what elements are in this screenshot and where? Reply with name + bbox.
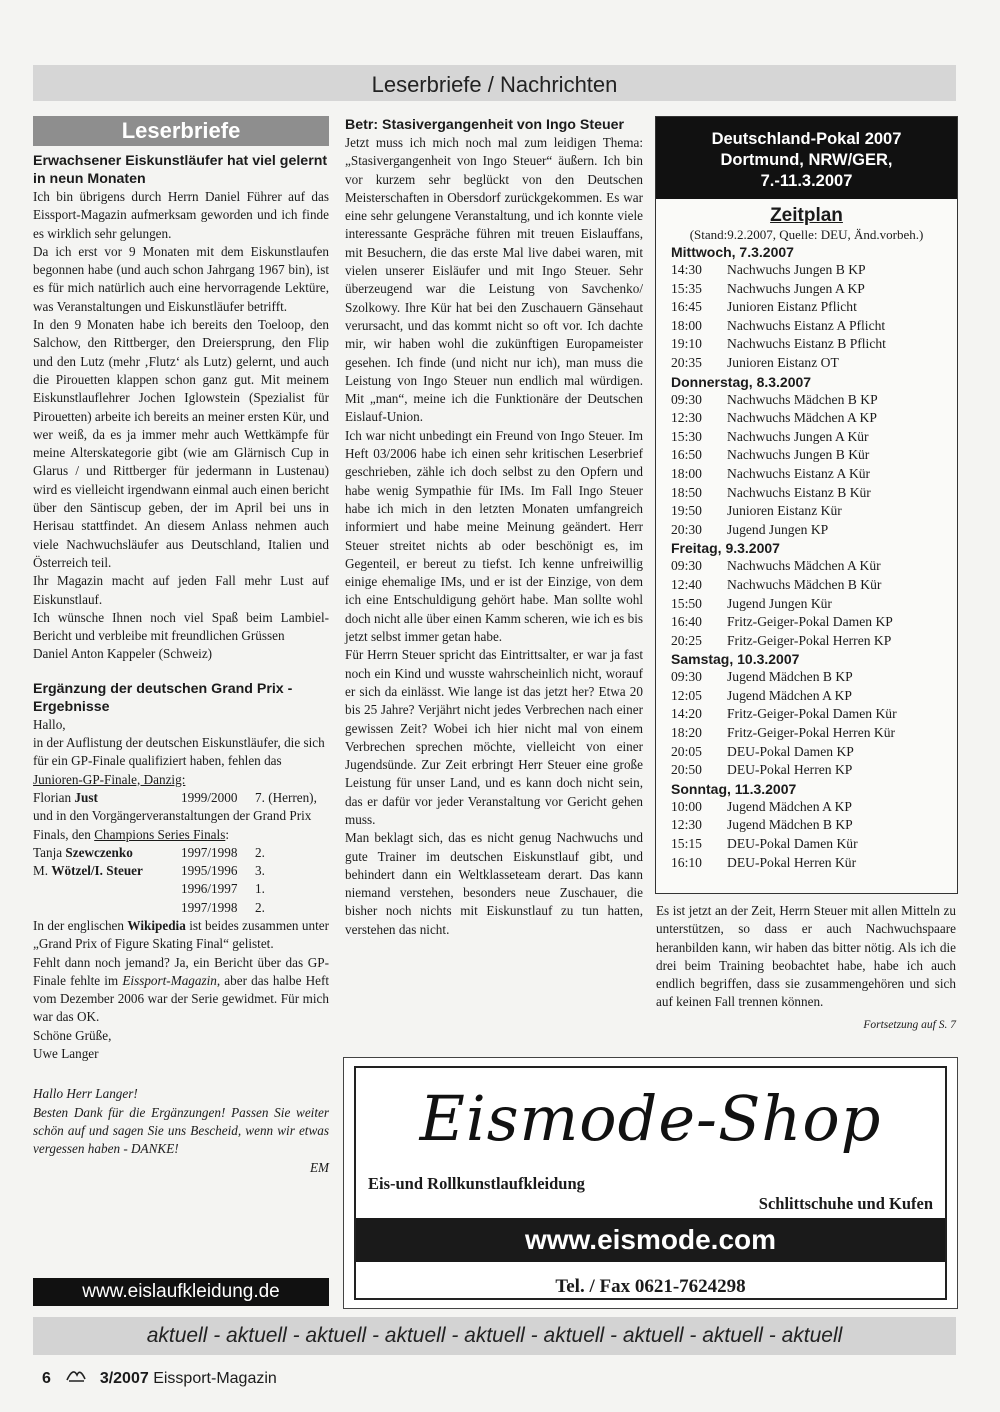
event-time: 12:05: [671, 687, 702, 703]
schedule-event: [656, 298, 957, 317]
event-time: 15:15: [671, 836, 702, 852]
table-row: [33, 844, 269, 862]
letter1-paragraph: Ich bin übrigens durch Herrn Daniel Führer auf das Eissport-Magazin aufmerksam geworden und ich finde es wirklich sehr gelungen.: [33, 189, 329, 241]
reply-signature: EM: [309, 1159, 329, 1175]
placement: 2.: [255, 899, 265, 915]
event-label: Nachwuchs Mädchen A Kür: [727, 558, 881, 574]
junior-gp-label: Junioren-GP-Finale, Danzig:: [33, 771, 186, 787]
placement: 3.: [255, 863, 265, 879]
wiki-post: ist beides zusammen unter „Grand Prix of Figure Skating Final“ gelistet.: [33, 917, 330, 952]
schedule-event: [656, 521, 957, 540]
schedule-event: [656, 816, 957, 835]
continuation-text: Es ist jetzt an der Zeit, Herrn Steuer mit allen Mitteln zu unterstützen, so dass er auch Nachwuchspaare heranbilden kann, wir haben das bitter nötig. Als ich die drei beim Training beobachtet habe, habe ich auch endlich begriffen, dass sie zusammengehören und sich auf keinen Fall trennen können.: [656, 903, 956, 1010]
event-label: DEU-Pokal Herren Kür: [727, 854, 857, 870]
event-label: Fritz-Geiger-Pokal Damen Kür: [727, 706, 897, 722]
schedule-event: [656, 798, 957, 817]
schedule-event: [656, 668, 957, 687]
event-label: Nachwuchs Jungen A Kür: [727, 428, 869, 444]
letter2-p2: [33, 954, 329, 1027]
stasi-paragraph: Ich war nicht unbedingt ein Freund von Ingo Steuer. Im Heft 03/2006 habe ich einen sehr kritischen Leserbrief geschrieben, zähle ich doch selbst zu den Opfern und habe wenig Sympathie für IMs. Im Fall Ingo Steuer habe ich mich in den letzten Monaten umfangreich informiert und habe meine Meinung geändert. Herr Steuer streitet nichts ab oder beschönigt es, im Gegenteil, er bereut zu tiefst. Ich kenne unfreiwillig einige ehemalige IMs, und er ist der Einzige, von dem ich eine Entschuldigung gehört habe. Man sollte wohl doch nicht alle über einen Kamm scheren, wie ich es bis jetzt selbst immer getan habe.: [345, 427, 643, 645]
schedule-day-heading: Freitag, 9.3.2007: [671, 540, 780, 557]
event-label: Jugend Mädchen A KP: [727, 687, 852, 703]
continued-note: Fortsetzung auf S. 7: [863, 1018, 956, 1031]
event-label: Junioren Eistanz Kür: [727, 503, 842, 519]
zeitplan-status: (Stand:9.2.2007, Quelle: DEU, Änd.vorbeh.): [689, 227, 924, 242]
placement: 7. (Herren),: [255, 789, 317, 805]
schedule-event: [656, 391, 957, 410]
event-label: Junioren Eistanz Pflicht: [727, 299, 857, 315]
wiki-bold: Wikipedia: [127, 917, 186, 933]
event-time: 20:35: [671, 354, 702, 370]
skater-name: Tanja: [33, 844, 66, 860]
schedule-day-heading: Mittwoch, 7.3.2007: [671, 244, 794, 260]
schedule-event: [656, 502, 957, 521]
event-time: 12:30: [671, 410, 702, 426]
schedule-event: [656, 854, 957, 873]
schedule-box: [655, 116, 958, 894]
reply-text: Besten Dank für die Ergänzungen! Passen Sie weiter schön auf und sagen Sie uns Bescheid, wenn wir etwas vergessen haben - DANKE!: [33, 1104, 329, 1157]
magazine-name: Eissport-Magazin: [153, 1370, 277, 1387]
event-time: 19:50: [671, 503, 702, 519]
eislaufkleidung-url[interactable]: www.eislaufkleidung.de: [33, 1278, 329, 1306]
page-number: 6: [42, 1370, 51, 1387]
schedule-event: [656, 632, 957, 651]
ad-telephone: Tel. / Fax 0621-7624298: [555, 1276, 746, 1297]
table-row: [33, 862, 269, 880]
season: 1999/2000: [181, 789, 238, 805]
season: 1997/1998: [181, 899, 238, 915]
schedule-event: [656, 465, 957, 484]
event-time: 19:10: [671, 336, 702, 352]
event-time: 16:40: [671, 614, 702, 630]
junior-gp-table: [33, 789, 321, 807]
schedule-event: [656, 687, 957, 706]
stasi-paragraph: Man beklagt sich, das es nicht genug Nachwuchs und gute Trainer im deutschen Eiskunstlauf gibt, und behindert dann ein Weltklasseteam derart. Das kann niemand verstehen, besonders neue Zuschauer, die bisher noch nichts mit Eiskunstlauf zu tun hatten, verstehen das nicht.: [345, 830, 643, 937]
season: 1996/1997: [181, 881, 238, 897]
event-label: Nachwuchs Eistanz A Kür: [727, 465, 871, 481]
column-leserbriefe: [33, 116, 329, 1177]
letter1-heading: Erwachsener Eiskunstläufer hat viel gelernt in neun Monaten: [33, 153, 328, 187]
event-label: Fritz-Geiger-Pokal Damen KP: [727, 614, 893, 630]
event-time: 18:20: [671, 725, 702, 741]
event-time: 20:50: [671, 762, 702, 778]
table-row: [33, 899, 269, 917]
event-label: DEU-Pokal Herren KP: [727, 762, 853, 778]
ad-frame: [354, 1066, 947, 1300]
wiki-pre: In der englischen: [33, 917, 128, 933]
p2-post: , aber das halbe Heft vom Dezember 2006 war der Serie gewidmet. Für mich war das OK.: [33, 972, 329, 1025]
p2-pre: Fehlt dann noch jemand? Ja, ein Bericht über das GP-Finale fehlte im: [33, 954, 329, 988]
event-label: Jugend Mädchen A KP: [727, 798, 852, 814]
skater-surname: Just: [74, 789, 98, 805]
event-label: Nachwuchs Jungen B KP: [727, 262, 866, 277]
event-label: Fritz-Geiger-Pokal Herren Kür: [727, 725, 896, 741]
schedule-event: [656, 261, 957, 280]
event-label: Jugend Jungen KP: [727, 521, 829, 537]
schedule-event: [656, 595, 957, 614]
event-time: 20:05: [671, 743, 702, 759]
event-label: DEU-Pokal Damen Kür: [727, 836, 858, 852]
event-time: 09:30: [671, 558, 702, 574]
event-time: 16:50: [671, 447, 702, 463]
letter1-paragraph: Daniel Anton Kappeler (Schweiz): [33, 646, 213, 662]
schedule-header-line1: Deutschland-Pokal 2007: [711, 130, 902, 148]
event-label: Nachwuchs Mädchen B Kür: [727, 576, 882, 592]
event-label: DEU-Pokal Damen KP: [727, 743, 854, 759]
letter2-intro2: in der Auflistung der deutschen Eiskunstläufer, die sich für ein GP-Finale qualifiziert haben, fehlen das: [33, 735, 325, 769]
stasi-heading: Betr: Stasivergangenheit von Ingo Steuer: [345, 117, 625, 133]
event-time: 14:20: [671, 706, 702, 722]
skater-surname: Wötzel/I. Steuer: [51, 863, 143, 879]
event-label: Nachwuchs Mädchen A KP: [727, 410, 877, 426]
letter2-greeting: Schöne Grüße,: [33, 1027, 112, 1043]
column-stasi-letter: [345, 116, 643, 939]
ad-left-text: Eis-und Rollkunstlaufkleidung: [368, 1174, 585, 1193]
event-time: 18:00: [671, 465, 702, 481]
event-label: Jugend Mädchen B KP: [727, 817, 853, 833]
event-time: 10:00: [671, 798, 702, 814]
letter2-signature: Uwe Langer: [33, 1046, 99, 1062]
event-label: Nachwuchs Jungen A KP: [727, 280, 865, 296]
schedule-event: [656, 354, 957, 373]
schedule-event: [656, 317, 957, 336]
letter1-paragraph: Da ich erst vor 9 Monaten mit dem Eiskunstlaufen begonnen habe (und auch schon Jahrgang 1967 bin), ist es für mich natürlich auch eine hervorragende Lektüre, was Veranstaltungen und Eiskunstläufer betrifft.: [33, 243, 329, 314]
schedule-day-heading: Donnerstag, 8.3.2007: [671, 373, 812, 390]
eismode-ad: [343, 1057, 958, 1309]
table-row: [33, 789, 321, 807]
section-title: Leserbriefe / Nachrichten: [33, 65, 956, 101]
placement: 2.: [255, 844, 265, 860]
champions-series-link: Champions Series Finals: [94, 826, 226, 842]
mid-colon: :: [225, 826, 230, 842]
event-label: Fritz-Geiger-Pokal Herren KP: [727, 632, 892, 648]
stasi-body: [345, 134, 643, 939]
schedule-event: [656, 409, 957, 428]
schedule-days: [656, 243, 957, 872]
p2-magazine: Eissport-Magazin: [122, 972, 217, 988]
issue-number: 3/2007: [99, 1370, 149, 1387]
stasi-paragraph: Für Herrn Steuer spricht das Eintrittsalter, er war ja fast noch ein Kind und wusste wahrscheinlich nicht, worauf er sich da einlässt. Wie lange ist das jetzt her? Etwa 20 bis 25 Jahre? Verjährt nicht jedes Verbrechen nach einer gewissen Zeit? Wobei ich hier nicht mal von einem Verbrechen sprechen möchte, vielleicht von einer Jugendsünde. Zur Zeit erbringt Herr Steuer eine große Leistung für unser Land, und es kann doch nicht sein, das er dafür vor jeder Veranstaltung vor Gericht gehen muss.: [345, 647, 643, 827]
letter2-intro1: Hallo,: [33, 716, 66, 732]
ad-url[interactable]: www.eismode.com: [356, 1218, 945, 1262]
event-time: 20:30: [671, 521, 702, 537]
event-time: 09:30: [671, 391, 702, 407]
season: 1995/1996: [181, 863, 238, 879]
table-row: [33, 880, 269, 898]
event-time: 16:45: [671, 299, 702, 315]
event-time: 20:25: [671, 632, 702, 648]
leserbriefe-band: Leserbriefe: [33, 116, 329, 146]
event-label: Nachwuchs Eistanz B Kür: [727, 484, 871, 500]
event-label: Nachwuchs Mädchen B KP: [727, 391, 878, 407]
letter1-paragraph: In den 9 Monaten habe ich bereits den Toeloop, den Salchow, den Rittberger, den Dreiersprung, den Flip und den Lutz (mehr ‚Flutz‘ als Lutz) gelernt, und auch die Pirouetten klappen schon ganz gut. Mit meinem Eiskunstlauflehrer Jochen Iglowstein (Spezialist für Pirouetten) arbeite ich bereits an meiner ersten Kür, und wer weiß, da es ja immer mehr auch Wettkämpfe für meine Alterskategorie gibt (wie am Glärnisch Cup in Glarus / und Rittberger für jedermann in Lustenau) wird es vielleicht irgendwann einmal auch einen bericht über den Säntiscup geben, der im April bei uns in Herisau stattfindet. An diesem Anlass nehmen auch viele Nachwuchsläufer aus Deutschland, Italien und Österreich teil.: [33, 317, 329, 570]
column-continuation: [656, 902, 956, 1034]
schedule-day-heading: Sonntag, 11.3.2007: [671, 780, 797, 797]
schedule-event: [656, 705, 957, 724]
event-time: 18:00: [671, 317, 702, 333]
schedule-header-line3: 7.-11.3.2007: [760, 172, 853, 190]
letter1-paragraph: Ich wünsche Ihnen noch viel Spaß beim Lambiel-Bericht und verbleibe mit freundlichen Grüssen: [33, 609, 329, 644]
event-time: 15:30: [671, 428, 702, 444]
event-label: Nachwuchs Jungen B Kür: [727, 447, 870, 463]
letter2-mid: [33, 807, 329, 844]
event-time: 09:30: [671, 669, 702, 685]
schedule-event: [656, 743, 957, 762]
letter1-paragraph: Ihr Magazin macht auf jeden Fall mehr Lust auf Eiskunstlauf.: [33, 573, 329, 607]
schedule-event: [656, 335, 957, 354]
skater-surname: Szewczenko: [65, 844, 133, 860]
letter2-heading: Ergänzung der deutschen Grand Prix -Ergebnisse: [33, 680, 293, 715]
ad-shop-name: Eismode-Shop: [419, 1082, 882, 1155]
schedule-event: [656, 484, 957, 503]
schedule-header: [656, 117, 957, 199]
schedule-event: [656, 428, 957, 447]
schedule-event: [656, 613, 957, 632]
skater-name: Florian: [33, 789, 75, 805]
schedule-event: [656, 761, 957, 780]
schedule-header-line2: Dortmund, NRW/GER,: [720, 151, 893, 169]
event-label: Nachwuchs Eistanz A Pflicht: [727, 317, 886, 333]
placement: 1.: [255, 881, 265, 897]
zeitplan-title: Zeitplan: [770, 205, 843, 226]
reply-salutation: Hallo Herr Langer!: [33, 1086, 138, 1102]
schedule-event: [656, 576, 957, 595]
schedule-event: [656, 557, 957, 576]
ad-right-text: Schlittschuhe und Kufen: [758, 1194, 933, 1213]
event-time: 14:30: [671, 262, 702, 277]
event-label: Jugend Mädchen B KP: [727, 669, 853, 685]
schedule-day-heading: Samstag, 10.3.2007: [671, 651, 800, 668]
event-time: 15:50: [671, 595, 702, 611]
schedule-event: [656, 724, 957, 743]
magazine-logo-icon: [65, 1365, 87, 1391]
event-label: Junioren Eistanz OT: [727, 354, 839, 370]
champions-series-table: [33, 844, 269, 917]
skater-name: M.: [33, 863, 52, 879]
event-label: Nachwuchs Eistanz B Pflicht: [727, 336, 886, 352]
page-footer: [42, 1365, 277, 1391]
event-time: 12:30: [671, 817, 702, 833]
event-label: Jugend Jungen Kür: [727, 595, 832, 611]
schedule-event: [656, 446, 957, 465]
schedule-event: [656, 280, 957, 299]
wikipedia-note: [33, 917, 329, 954]
stasi-paragraph: Jetzt muss ich mich noch mal zum leidigen Thema: „Stasivergangenheit von Ingo Steuer“ äußern. Ich bin vor kurzem sehr beglückt von den Deutschen Meisterschaften in Obersdorf zurückgekommen. Es war eine sehr gelungene Veranstaltung, und ich konnte viele interessante Gespräche führen mit treuen Eislauffans, mit Besuchern, die das erste Mal live dabei waren, mit vielen unserer Eisläufer und mit Ingo Steuer. Sehr überzeugend war die Leistung von Savchenko/ Szolkowy. Ihre Kür hat bei den Zuschauern Gänsehaut verursacht, und das kommt nicht so oft vor. Ich dachte mir, wir haben wohl die zukünftigen Europameister gesehen. Ich finde (und nicht nur ich), man muss die Leistung von Ingo Steuer nun endlich mal würdigen. Mit „man“, meine ich die Funktionäre der Deutschen Eislauf-Union.: [345, 135, 643, 425]
event-time: 15:35: [671, 280, 702, 296]
aktuell-banner: aktuell - aktuell - aktuell - aktuell - aktuell - aktuell - aktuell - aktuell - aktuell: [33, 1317, 956, 1355]
schedule-event: [656, 835, 957, 854]
event-time: 12:40: [671, 576, 702, 592]
event-time: 16:10: [671, 854, 702, 870]
letter1-body: [33, 188, 329, 664]
season: 1997/1998: [181, 844, 238, 860]
event-time: 18:50: [671, 484, 702, 500]
mid-text: und in den Vorgängerveranstaltungen der Grand Prix Finals, den: [33, 808, 312, 842]
